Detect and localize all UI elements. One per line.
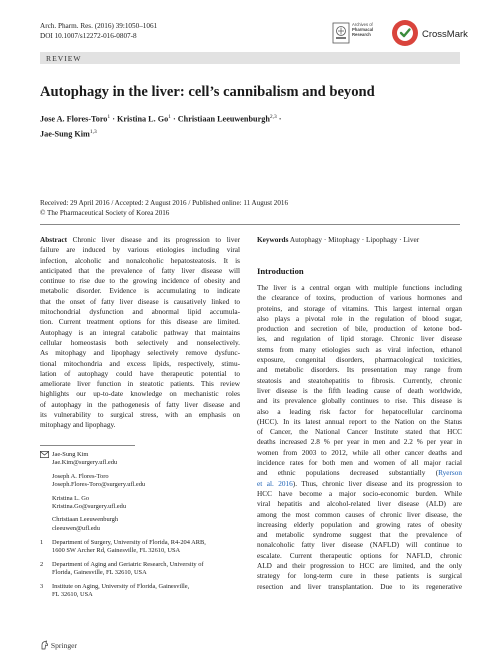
contact-name: Joseph A. Flores-Toro [52, 472, 109, 480]
affiliation-mark: 1,3 [89, 128, 97, 135]
abstract-line: failure are induced by various etiologies including viral [40, 246, 240, 255]
springer-label: Springer [50, 641, 78, 650]
article-title: Autophagy in the liver: cell’s cannibalism and beyond [40, 84, 375, 100]
logo-line-3: Research [352, 31, 371, 37]
affiliation-line: Institute on Aging, University of Florida, Gainesville, [52, 582, 190, 590]
crossmark-icon [392, 20, 418, 46]
author-name[interactable]: Jae-Sung Kim [40, 129, 90, 139]
abstract-line: metabolic disorder. Evidence is accumulating to indicate [40, 287, 240, 296]
abstract-line: ameliorate liver function in steatotic patients. This review [40, 380, 240, 389]
citation-link[interactable]: Ryerson [438, 469, 462, 478]
copyright: © The Pharmaceutical Society of Korea 2016 [40, 208, 170, 217]
journal-citation: Arch. Pharm. Res. (2016) 39:1050–1061 [40, 22, 158, 30]
author-list: Jose A. Flores-Toro$^1$ · Kristina L. $Go^1$ · Christiaan Leeuwenburgh$^{2,3}$ · Jae-Sung Kim$^{1,3}$ [40, 114, 282, 139]
intro-line: HCC have become a major socio-economic burden. While [257, 489, 462, 498]
contact-email[interactable]: Jae.Kim@surgery.ufl.edu [52, 459, 118, 467]
abstract-line: its vulnerability to surgical stress, with an emphasis on [40, 411, 240, 420]
keywords-heading: Keywords [257, 236, 289, 244]
intro-line: also plays a pivotal role in the regulation of blood sugar, [257, 314, 462, 323]
crossmark-badge[interactable] [392, 19, 468, 51]
intro-line: liver disease is the fifth leading cause of death worldwide, [257, 386, 462, 395]
affiliation-item [40, 583, 240, 600]
crossmark-label: CrossMark [422, 29, 468, 40]
keywords [257, 235, 462, 245]
abstract-line: mitochondrial dysfunction and abnormal lipid accumula- [40, 308, 240, 317]
abstract-line: anticipated that the prevalence of fatty liver disease will [40, 266, 240, 275]
keywords-list: Autophagy · Mitophagy · Lipophagy · Liver [289, 236, 420, 244]
publication-dates [40, 199, 288, 218]
intro-line: and metabolic syndrome suggest that the prevalence of [257, 531, 462, 540]
introduction-body [257, 283, 462, 592]
affiliation-line: Department of Aging and Geriatric Research, University of [52, 560, 204, 568]
affiliation-mark: 1 [107, 114, 111, 120]
intro-line: proteins, and storage of vitamins. This largest internal organ [257, 304, 462, 313]
contact-name: Kristina L. Go [52, 494, 90, 502]
abstract-line: highlights our up-to-date knowledge on mechanistic roles [40, 390, 240, 399]
abstract-line: lation of autophagy could have therapeutic potential to [40, 369, 240, 378]
abstract-line: As mitophagy and lipophagy selectively remove dysfunc- [40, 349, 240, 358]
intro-line: increasing elderly population and growing rates of obesity [257, 520, 462, 529]
intro-line: of Cancer, the National Cancer Institute stated that HCC [257, 428, 462, 437]
section-label: REVIEW [46, 53, 82, 63]
intro-line: and ethnic populations decreased substantially (Ryerson [257, 469, 462, 478]
intro-line: escalate. Current therapeutic options for NAFLD, chronic [257, 551, 462, 560]
springer-horse-icon [40, 640, 49, 652]
intro-line: the clearance of toxins, production of various hormones and [257, 294, 462, 303]
contact-email[interactable]: Kristina.Go@surgery.ufl.edu [52, 503, 127, 511]
section-band [40, 52, 460, 64]
affiliation-line: Florida, Gainesville, FL 32610, USA [52, 569, 147, 577]
abstract-line: tional mitochondria and excess lipids, respectively, stimu- [40, 359, 240, 368]
intro-line: (HCC). In its latest annual report to the Nation on the Status [257, 417, 462, 426]
intro-line: women from 2003 to 2012, while all other cancer deaths and [257, 448, 462, 457]
affiliation-number: 2 [40, 560, 44, 568]
abstract-heading: Abstract [40, 236, 67, 244]
abstract-line: cellular homeostasis both selectively and nonselectively. [40, 338, 240, 347]
intro-line: and metabolic disorders. Its presentation may range from [257, 366, 462, 375]
contact-name: Christiaan Leeuwenburgh [52, 516, 119, 524]
affiliation-number: 3 [40, 582, 44, 590]
contact-email[interactable]: Joseph.Flores-Toro@surgery.ufl.edu [52, 481, 146, 489]
abstract-line: continue to rise due to the growing incidence of obesity and [40, 277, 240, 286]
intro-line: also a leading risk factor for hepatocellular carcinoma [257, 407, 462, 416]
intro-line: stems from many etiologies such as viral infection, ethanol [257, 345, 462, 354]
contact-name: Jae-Sung Kim [52, 451, 89, 458]
intro-line: among the most common causes of chronic liver disease, the [257, 510, 462, 519]
intro-line: strategy for long-term cure in these patients is surgical [257, 572, 462, 581]
divider [40, 224, 460, 225]
journal-emblem-icon [332, 21, 350, 45]
intro-line: production and secretion of bile, production of ketone bod- [257, 325, 462, 334]
intro-line: incidence rates for both men and women of all major racial [257, 459, 462, 468]
logo-line-2: Pharmacal [352, 26, 374, 32]
history-dates: Received: 29 April 2016 / Accepted: 2 August 2016 / Published online: 11 August 2016 [40, 199, 288, 207]
author-name[interactable]: Christiaan Leeuwenburgh [177, 114, 270, 124]
footnote-rule [40, 445, 135, 446]
affiliation-mark: 2,3 [269, 114, 277, 120]
affiliation-item [40, 561, 240, 578]
intro-line: deaths increased 2.8 % per year in men and 2.2 % per year in [257, 438, 462, 447]
affiliation-number: 1 [40, 539, 44, 546]
abstract-line: infection, alcoholic and nonalcoholic hepatosteatosis. It is [40, 256, 240, 265]
publisher-footer [40, 640, 77, 652]
correspondence [40, 451, 240, 533]
affiliation-line: Department of Surgery, University of Florida, R4-204 ARB, [52, 539, 206, 546]
abstract-line: of autophagy in the pathogenesis of fatty liver disease and [40, 400, 240, 409]
intro-line: The liver is a central organ with multiple functions including [257, 284, 462, 292]
journal-logo [332, 19, 392, 51]
abstract-line: tion. Current treatment options for this disease are limited. [40, 318, 240, 327]
citation-link[interactable]: et al. 2016 [257, 479, 293, 488]
abstract-line: mitophagy and lipophagy. [40, 421, 116, 430]
intro-line: exposure, congenital disorders, pharmacological toxicities, [257, 356, 462, 365]
intro-line: ALD and their progression to HCC are limited, and the only [257, 562, 462, 571]
intro-line: et al. 2016). Thus, chronic liver disease and its progression to [257, 479, 463, 488]
intro-line: nonalcoholic fatty liver disease (NAFLD) will continue to [257, 541, 462, 550]
envelope-icon [40, 451, 49, 461]
abstract-line: Autophagy is an integral catabolic pathway that maintains [40, 328, 240, 337]
affiliation-line: FL 32610, USA [52, 591, 93, 599]
contact-email[interactable]: cleeuwen@ufl.edu [52, 524, 100, 532]
affiliation-mark: 1 [168, 114, 171, 120]
intro-line: resection and liver transplantation. Due to its regenerative [257, 582, 462, 591]
author-name[interactable]: Kristina L. Go [116, 114, 169, 124]
introduction-heading: Introduction [257, 266, 304, 276]
intro-line: ies, and regulation of lipid storage. Chronic liver disease [257, 335, 462, 344]
abstract [40, 235, 240, 431]
abstract-line-0: Abstract Chronic liver disease and its progression to liver [40, 236, 240, 244]
affiliations [40, 539, 240, 599]
intro-line: viral hepatitis and alcohol-related liver disease (ALD) are [257, 500, 462, 509]
affiliation-line: 1600 SW Archer Rd, Gainesville, FL 32610, USA [52, 547, 181, 555]
logo-line-1: Archives of [352, 22, 373, 27]
author-name[interactable]: Jose A. Flores-Toro [40, 114, 108, 124]
intro-line: steatosis and steatohepatitis to fibrosis. Currently, chronic [257, 376, 462, 385]
intro-line: and its prevalence globally continues to rise. This disease is [257, 397, 462, 406]
abstract-line: that the onset of fatty liver disease is causatively linked to [40, 297, 240, 306]
affiliation-item [40, 539, 240, 556]
doi[interactable]: DOI 10.1007/s12272-016-0807-8 [40, 31, 137, 40]
